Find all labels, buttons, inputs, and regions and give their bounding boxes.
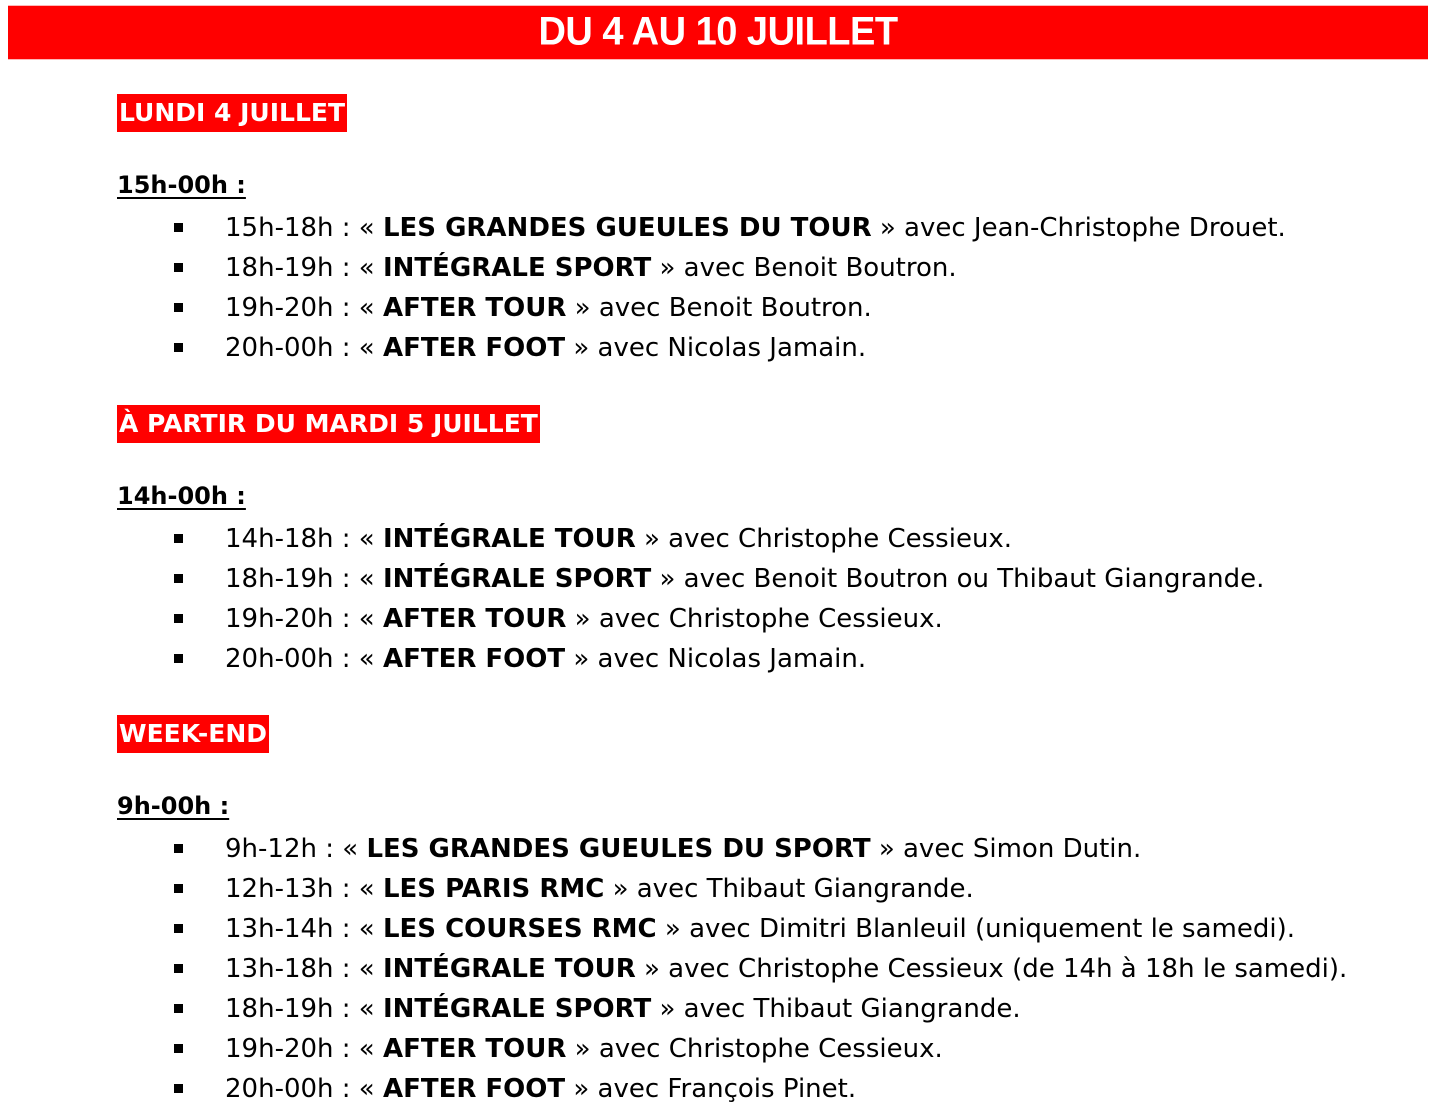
bullet-square-icon: [174, 303, 183, 312]
list-item: [117, 1069, 1417, 1109]
list-item: [117, 208, 1417, 248]
host-text: » avec Christophe Cessieux.: [566, 1034, 943, 1064]
show-name: INTÉGRALE TOUR: [382, 954, 636, 984]
bullet-square-icon: [174, 844, 183, 853]
show-name: LES PARIS RMC: [382, 874, 605, 904]
slot-heading: 14h-00h :: [117, 482, 246, 510]
host-text: » avec François Pinet.: [565, 1074, 857, 1104]
show-name: AFTER FOOT: [382, 333, 566, 363]
page-title-banner: DU 4 AU 10 JUILLET: [8, 6, 1428, 60]
slot-heading: 15h-00h :: [117, 171, 246, 199]
time-range: 18h-19h : «: [225, 994, 383, 1024]
host-text: » avec Christophe Cessieux (de 14h à 18h le samedi).: [635, 954, 1348, 984]
list-item: [117, 559, 1417, 599]
time-range: 14h-18h : «: [225, 524, 383, 554]
time-range: 20h-00h : «: [225, 1074, 383, 1104]
bullet-square-icon: [174, 1004, 183, 1013]
host-text: » avec Thibaut Giangrande.: [651, 994, 1021, 1024]
time-range: 18h-19h : «: [225, 564, 383, 594]
bullet-square-icon: [174, 223, 183, 232]
show-name: LES COURSES RMC: [382, 914, 657, 944]
bullet-square-icon: [174, 343, 183, 352]
list-item: [117, 909, 1417, 949]
list-item: [117, 519, 1417, 559]
list-item: [117, 248, 1417, 288]
section-weekend: [117, 715, 1417, 1109]
section-tuesday-onward: [117, 405, 1417, 679]
time-range: 19h-20h : «: [225, 1034, 383, 1064]
list-item: [117, 829, 1417, 869]
show-name: AFTER FOOT: [382, 1074, 566, 1104]
day-label: LUNDI 4 JUILLET: [117, 94, 347, 132]
host-text: » avec Jean-Christophe Drouet.: [871, 213, 1286, 243]
bullet-square-icon: [174, 263, 183, 272]
bullet-square-icon: [174, 654, 183, 663]
time-range: 9h-12h : «: [225, 834, 367, 864]
list-item: [117, 949, 1417, 989]
host-text: » avec Nicolas Jamain.: [565, 333, 867, 363]
host-text: » avec Simon Dutin.: [870, 834, 1142, 864]
day-label: WEEK-END: [117, 715, 269, 753]
host-text: » avec Dimitri Blanleuil (uniquement le samedi).: [656, 914, 1295, 944]
show-name: INTÉGRALE SPORT: [382, 253, 652, 283]
host-text: » avec Christophe Cessieux.: [566, 604, 943, 634]
bullet-square-icon: [174, 1044, 183, 1053]
time-range: 13h-14h : «: [225, 914, 383, 944]
host-text: » avec Benoit Boutron ou Thibaut Giangrande.: [651, 564, 1265, 594]
show-name: AFTER TOUR: [382, 604, 567, 634]
show-name: AFTER FOOT: [382, 644, 566, 674]
list-item: [117, 599, 1417, 639]
program-list: [117, 829, 1417, 1109]
time-range: 13h-18h : «: [225, 954, 383, 984]
time-range: 19h-20h : «: [225, 604, 383, 634]
program-list: [117, 519, 1417, 679]
host-text: » avec Thibaut Giangrande.: [604, 874, 974, 904]
show-name: LES GRANDES GUEULES DU TOUR: [382, 213, 872, 243]
time-range: 12h-13h : «: [225, 874, 383, 904]
bullet-square-icon: [174, 534, 183, 543]
bullet-square-icon: [174, 964, 183, 973]
show-name: INTÉGRALE SPORT: [382, 994, 652, 1024]
day-label: À PARTIR DU MARDI 5 JUILLET: [117, 405, 540, 443]
list-item: [117, 869, 1417, 909]
time-range: 20h-00h : «: [225, 644, 383, 674]
show-name: INTÉGRALE SPORT: [382, 564, 652, 594]
list-item: [117, 288, 1417, 328]
list-item: [117, 1029, 1417, 1069]
host-text: » avec Benoit Boutron.: [566, 293, 872, 323]
time-range: 20h-00h : «: [225, 333, 383, 363]
slot-heading: 9h-00h :: [117, 792, 230, 820]
bullet-square-icon: [174, 924, 183, 933]
bullet-square-icon: [174, 884, 183, 893]
host-text: » avec Benoit Boutron.: [651, 253, 957, 283]
bullet-square-icon: [174, 574, 183, 583]
bullet-square-icon: [174, 1084, 183, 1093]
time-range: 18h-19h : «: [225, 253, 383, 283]
list-item: [117, 328, 1417, 368]
show-name: AFTER TOUR: [382, 293, 567, 323]
show-name: INTÉGRALE TOUR: [382, 524, 636, 554]
list-item: [117, 989, 1417, 1029]
host-text: » avec Nicolas Jamain.: [565, 644, 867, 674]
host-text: » avec Christophe Cessieux.: [635, 524, 1013, 554]
bullet-square-icon: [174, 614, 183, 623]
section-monday: [117, 94, 1417, 368]
time-range: 15h-18h : «: [225, 213, 383, 243]
list-item: [117, 639, 1417, 679]
time-range: 19h-20h : «: [225, 293, 383, 323]
program-list: [117, 208, 1417, 368]
show-name: LES GRANDES GUEULES DU SPORT: [366, 834, 871, 864]
show-name: AFTER TOUR: [382, 1034, 567, 1064]
